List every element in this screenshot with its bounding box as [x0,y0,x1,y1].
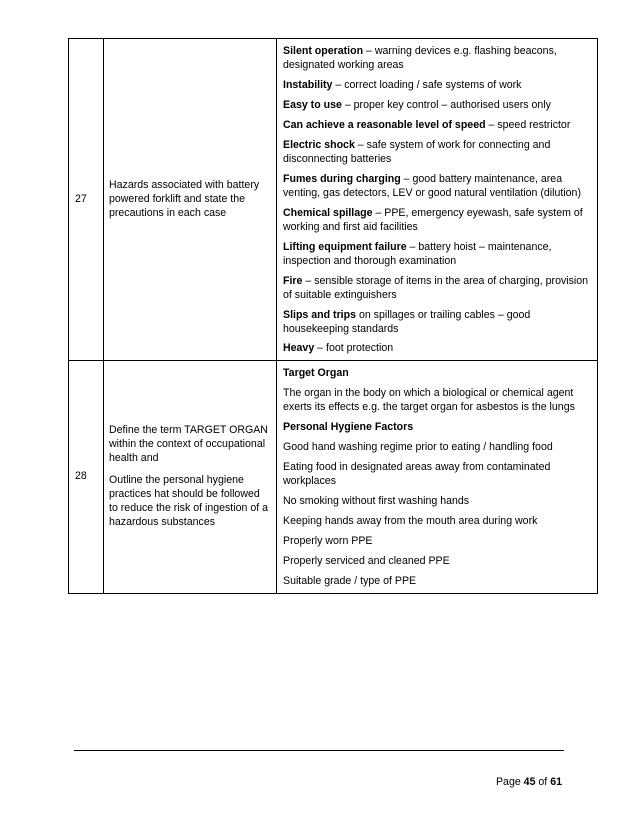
answer-item: Properly serviced and cleaned PPE [283,555,450,568]
answer-item [283,119,593,133]
answer-detail: – speed restrictor [485,118,571,131]
answer-heading: Personal Hygiene Factors [283,421,414,434]
answer-item [283,139,593,167]
qa-table-body [69,39,598,594]
answer-term: Can achieve a reasonable level of speed [283,118,486,131]
answer-detail: – safe system of work for connecting and disconnecting batteries [283,138,551,165]
answer-item: No smoking without first washing hands [283,495,470,508]
answer-cell [277,39,598,361]
answer-term: Fumes during charging [283,172,401,185]
answer-term: Chemical spillage [283,206,373,219]
current-page: 45 [523,776,536,788]
question-text-cell [104,39,277,361]
answer-term: Fire [283,274,303,287]
answer-item: Good hand washing regime prior to eating / handling food [283,441,553,454]
question-text-cell [104,361,277,594]
answer-term: Silent operation [283,45,364,57]
page-of: of [535,776,551,788]
qa-table [68,38,598,594]
table-row-28 [69,361,598,594]
answer-detail: – warning devices e.g. flashing beacons, designated working areas [283,45,557,71]
answer-item: Keeping hands away from the mouth area during work [283,515,538,528]
answer-item [283,173,593,201]
answer-item: Properly worn PPE [283,535,373,548]
answer-detail: – foot protection [314,342,394,355]
answer-detail: – sensible storage of items in the area of charging, provision of suitable extinguishers [283,274,589,301]
answer-item [283,241,593,269]
answer-term: Easy to use [283,98,342,111]
answer-item [283,45,593,73]
answer-item: Eating food in designated areas away from contaminated workplaces [283,461,551,488]
answer-item: Suitable grade / type of PPE [283,575,417,588]
answer-term: Electric shock [283,138,355,151]
answer-cell [277,361,598,594]
answer-detail: on spillages or trailing cables – good housekeeping standards [283,308,531,335]
answer-term: Instability [283,78,333,91]
question-number: 28 [69,361,104,594]
answer-item: The organ in the body on which a biological or chemical agent exerts its effects e.g. the target organ for asbestos is the lungs [283,387,575,414]
answer-term: Lifting equipment failure [283,240,407,253]
table-row-27 [69,39,598,361]
answer-item [283,99,593,113]
answer-item [283,275,593,303]
question-text: Define the term TARGET ORGAN within the context of occupational health and [109,424,268,465]
answer-item [283,207,593,235]
answer-term: Heavy [283,342,315,355]
answer-heading: Target Organ [283,367,349,380]
answer-detail: – good battery maintenance, area venting, gas detectors, LEV or good natural ventilation (dilution) [283,172,581,199]
answer-detail: – correct loading / safe systems of work [332,78,522,91]
question-text: Outline the personal hygiene practices hat should be followed to reduce the risk of ingestion of a hazardous substances [109,474,268,529]
answer-item [283,309,593,337]
page-prefix: Page [495,776,524,788]
footer-divider [74,750,564,751]
answer-detail: – PPE, emergency eyewash, safe system of working and first aid facilities [283,206,583,233]
question-text: Hazards associated with battery powered forklift and state the precautions in each case [109,178,260,219]
answer-detail: – proper key control – authorised users only [341,98,551,111]
answer-item [283,342,593,356]
page-number [496,776,562,788]
total-pages: 61 [550,776,562,788]
answer-item [283,79,593,93]
question-number: 27 [69,39,104,361]
answer-term: Slips and trips [283,308,356,321]
answer-detail: – battery hoist – maintenance, inspection and thorough examination [283,240,552,267]
